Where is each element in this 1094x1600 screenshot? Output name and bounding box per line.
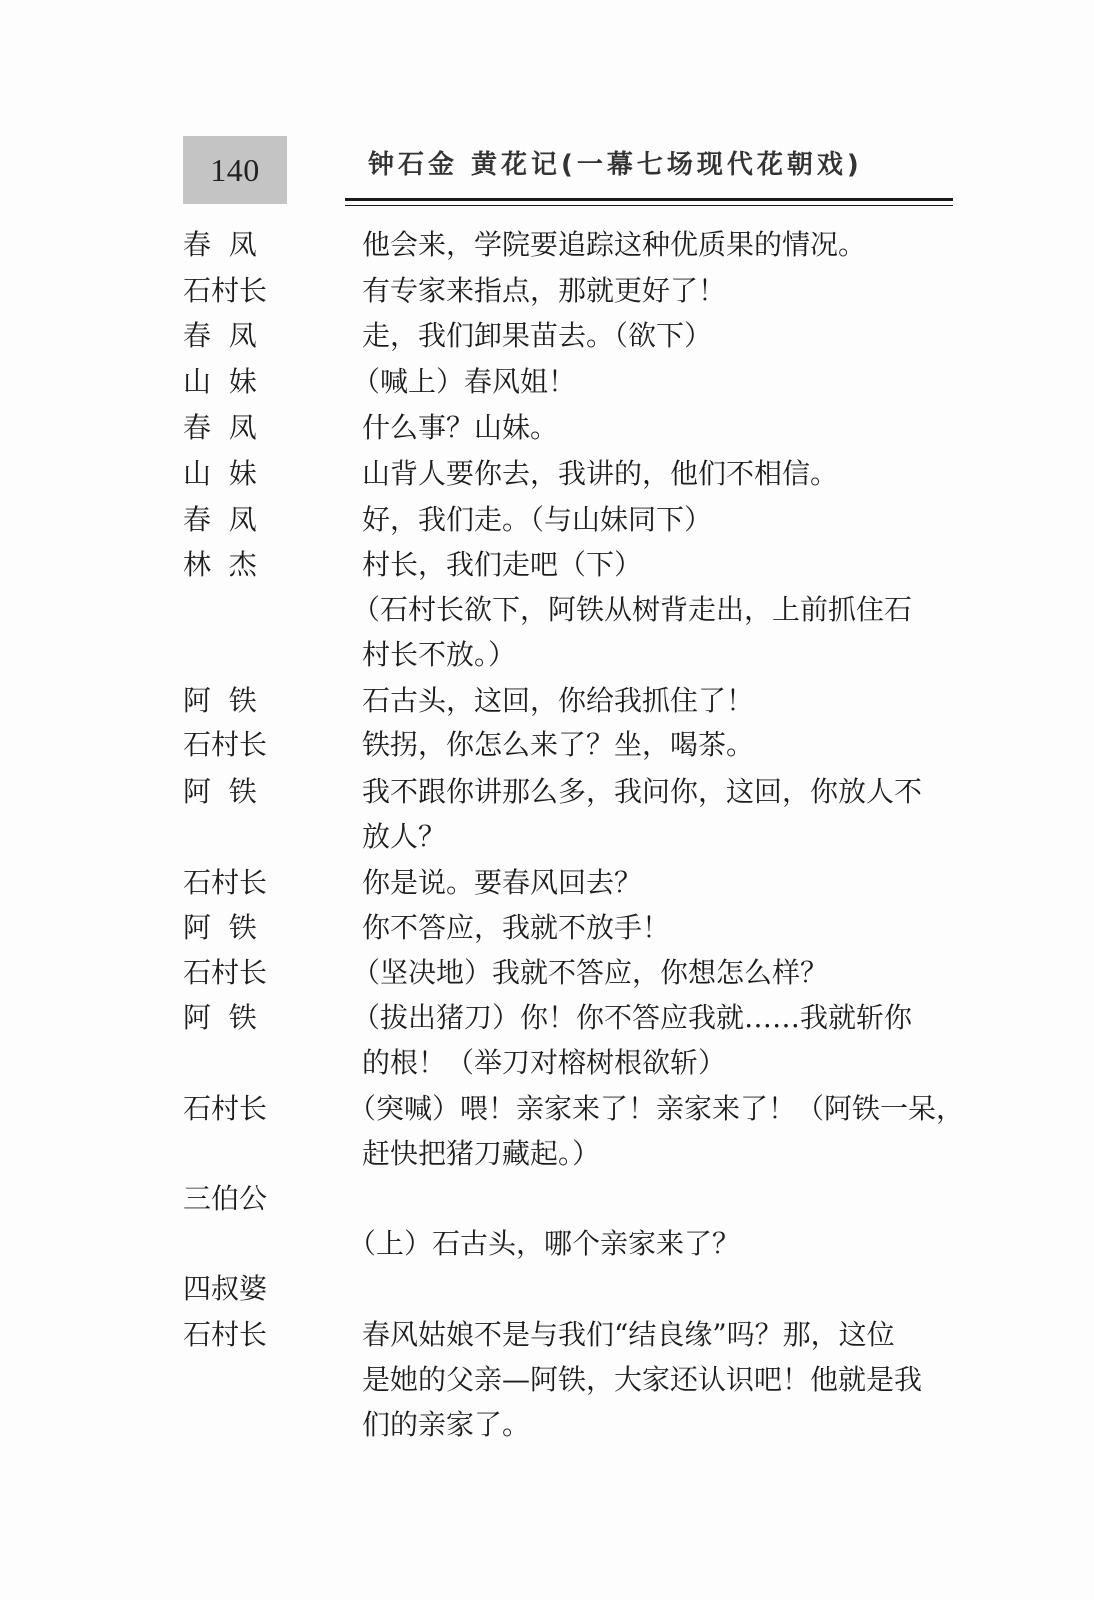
dialogue-line: （突喊）喂！亲家来了！亲家来了！（阿铁一呆， [348,1092,965,1125]
header-rule-thick [345,198,953,201]
dialogue-line: （喊上）春风姐！ [352,365,577,398]
dialogue-line: 好，我们走。（与山妹同下） [362,503,713,536]
speaker-label: 林 杰 [183,548,257,581]
dialogue-line: （坚决地）我就不答应，你想怎么样？ [352,956,829,989]
speaker-label: 石村长 [183,1092,268,1125]
stage-direction: 赶快把猪刀藏起。） [362,1137,601,1170]
stage-direction: 村长不放。） [362,638,517,671]
speaker-label: 石村长 [183,274,268,307]
speaker-label: 石村长 [183,728,268,761]
speaker-label: 石村长 [183,956,268,989]
speaker-label: 春 凤 [183,319,257,352]
dialogue-line: 是她的父亲—阿铁，大家还认识吧！他就是我 [362,1363,923,1396]
speaker-label: 阿 铁 [183,775,257,808]
dialogue-line: （上）石古头，哪个亲家来了？ [348,1227,741,1260]
speaker-label: 春 凤 [183,228,257,261]
page-number: 140 [210,151,260,188]
dialogue-line: 有专家来指点，那就更好了！ [362,274,727,307]
dialogue-line: 石古头，这回，你给我抓住了！ [362,684,755,717]
dialogue-line: 春风姑娘不是与我们“结良缘”吗？那，这位 [362,1318,895,1351]
running-title: 钟石金 黄花记(一幕七场现代花朝戏) [368,150,863,180]
dialogue-line: 的根！（举刀对榕树根欲斩） [362,1046,727,1079]
dialogue-line: 们的亲家了。 [362,1408,531,1441]
speaker-label: 四叔婆 [183,1272,268,1305]
dialogue-line: 你是说。要春风回去？ [362,866,643,899]
speaker-label: 山 妹 [183,457,257,490]
speaker-label: 阿 铁 [183,911,257,944]
stage-direction: （石村长欲下，阿铁从树背走出，上前抓住石 [352,593,913,626]
dialogue-line: 铁拐，你怎么来了？坐，喝茶。 [362,728,755,761]
dialogue-line: （拔出猪刀）你！你不答应我就……我就斩你 [352,1001,913,1034]
speaker-label: 石村长 [183,866,268,899]
dialogue-line: 我不跟你讲那么多，我问你，这回，你放人不 [362,775,923,808]
speaker-label: 石村长 [183,1318,268,1351]
dialogue-line: 村长，我们走吧（下） [362,548,643,581]
speaker-label: 阿 铁 [183,1001,257,1034]
dialogue-line: 什么事？山妹。 [362,411,559,444]
speaker-label: 春 凤 [183,503,257,536]
dialogue-line: 走，我们卸果苗去。（欲下） [362,319,713,352]
dialogue-line: 山背人要你去，我讲的，他们不相信。 [362,457,839,490]
dialogue-line: 他会来，学院要追踪这种优质果的情况。 [362,228,867,261]
speaker-label: 阿 铁 [183,684,257,717]
speaker-label: 春 凤 [183,411,257,444]
speaker-label: 山 妹 [183,365,257,398]
dialogue-line: 放人？ [362,820,447,853]
speaker-label: 三伯公 [183,1182,268,1215]
dialogue-line: 你不答应，我就不放手！ [362,911,671,944]
header-rule-thin [345,205,953,206]
page-number-box [183,136,287,204]
